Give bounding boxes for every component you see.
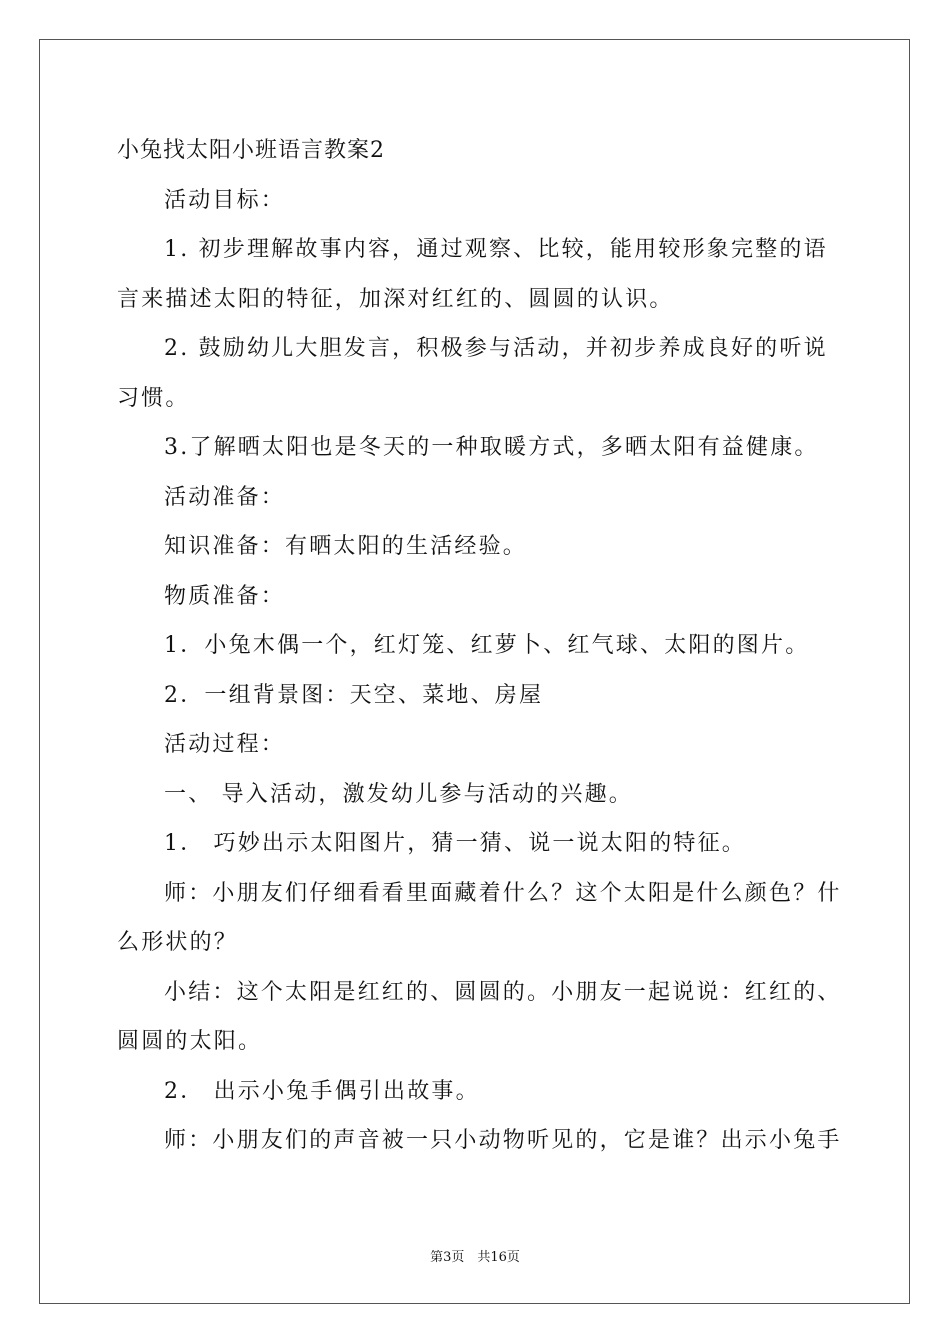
paragraph-lines bbox=[117, 176, 842, 1166]
text-line: 活动准备： bbox=[164, 484, 286, 510]
text-line: 3.了解晒太阳也是冬天的一种取暖方式，多晒太阳有益健康。 bbox=[164, 435, 819, 460]
text-line: 小结：这个太阳是红红的、圆圆的。小朋友一起说说：红红的、 bbox=[164, 979, 842, 1005]
text-line: 1. 初步理解故事内容，通过观察、比较，能用较形象完整的语 bbox=[164, 237, 828, 262]
text-line: 么形状的？ bbox=[117, 930, 239, 955]
text-line: 2． 出示小兔手偶引出故事。 bbox=[164, 1078, 480, 1104]
text-line: 一、 导入活动，激发幼儿参与活动的兴趣。 bbox=[164, 781, 633, 807]
text-line: 1．小兔木偶一个，红灯笼、红萝卜、红气球、太阳的图片。 bbox=[164, 633, 810, 658]
text-line: 2. 鼓励幼儿大胆发言，积极参与活动，并初步养成良好的听说 bbox=[164, 336, 828, 361]
text-line: 圆圆的太阳。 bbox=[117, 1029, 263, 1054]
text-line: 师：小朋友们的声音被一只小动物听见的，它是谁？出示小兔手 bbox=[164, 1128, 842, 1153]
text-line: 师：小朋友们仔细看看里面藏着什么？这个太阳是什么颜色？什 bbox=[164, 880, 842, 906]
document-title: 小兔找太阳小班语言教案2 bbox=[117, 138, 385, 163]
text-line: 知识准备：有晒太阳的生活经验。 bbox=[164, 534, 528, 559]
text-line: 2．一组背景图：天空、菜地、房屋 bbox=[164, 682, 544, 708]
text-line: 习惯。 bbox=[117, 385, 190, 411]
text-line: 活动目标： bbox=[164, 187, 286, 213]
text-line: 1． 巧妙出示太阳图片，猜一猜、说一说太阳的特征。 bbox=[164, 831, 746, 856]
text-line: 活动过程： bbox=[164, 732, 286, 757]
text-line: 物质准备： bbox=[164, 583, 286, 609]
page-number-footer: 第3页 共16页 bbox=[430, 1250, 520, 1265]
text-line: 言来描述太阳的特征，加深对红红的、圆圆的认识。 bbox=[117, 286, 674, 312]
document-body bbox=[117, 126, 842, 1166]
